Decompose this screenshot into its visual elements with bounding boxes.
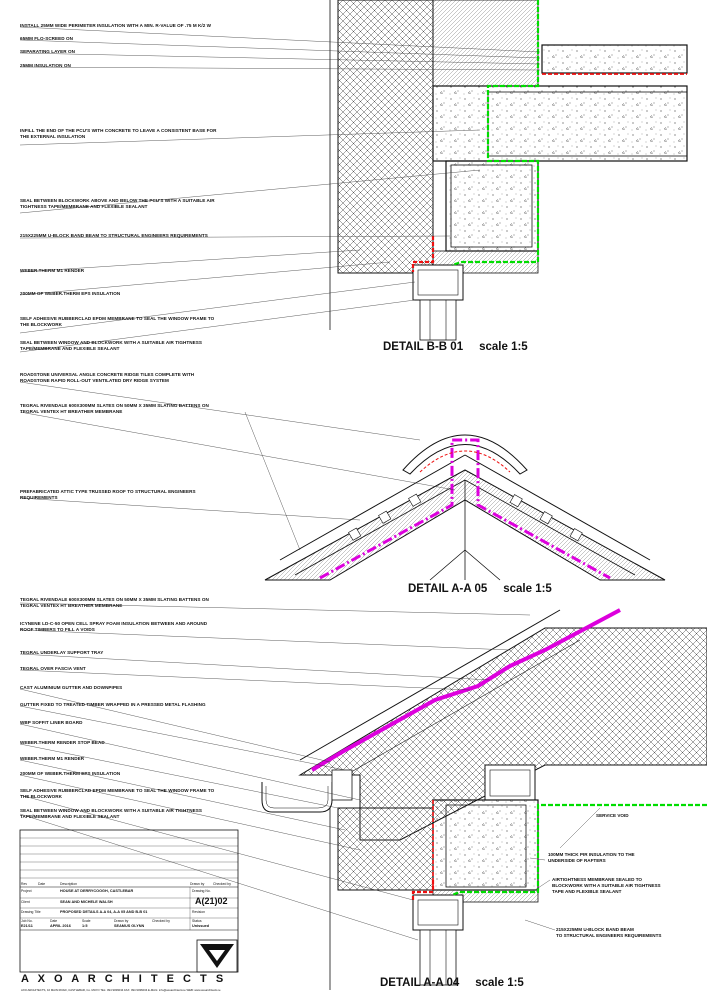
detail-bb01-graphic xyxy=(330,0,687,340)
note-underlay-tray: TEGRAL UNDERLAY SUPPORT TRAY xyxy=(20,650,104,655)
date-label: Date xyxy=(50,919,58,923)
rev-header-drawn: Drawn by xyxy=(190,882,205,886)
note-spray-foam: ICYNENE LD-C-50 OPEN CELL SPRAY FOAM INSULATION BETWEEN AND AROUND ROOF TIMBERS TO FILL A VOIDS xyxy=(20,621,208,632)
note-airtight-membrane: AIRTIGHTNESS MEMBRANE SEALED TO BLOCKWORK WITH A SUITABLE AIR TIGHTNESS TAPE AND FLEXIBLE SEALANT xyxy=(552,877,661,894)
date-value: APRIL 2016 xyxy=(50,924,71,928)
note-epdm-eaves: SELF ADHESIVE RUBBERCLAD EPDM MEMBRANE TO SEAL THE WINDOW FRAME TO THE BLOCKWORK xyxy=(20,788,215,799)
note-separating-layer: SEPARATING LAYER ON xyxy=(20,49,75,54)
detail-aa04-title xyxy=(380,977,524,989)
firm-address: AXO ARCHITECTS, 10 MAIN ROAD, CASTLEBAR, Co. MAYO TEL: 094 9036034 FAX: 094 9036034 E-MAIL: info@axoarchitects.ie WEB: www.axoarchitects.ie xyxy=(21,988,221,992)
status-label: Status xyxy=(192,919,202,923)
note-gutter-fixing: GUTTER FIXED TO TREATED TIMBER WRAPPED IN A PRESSED METAL FLASHING xyxy=(20,702,206,707)
note-gutter-downpipes: CAST ALUMINIUM GUTTER AND DOWNPIPES xyxy=(20,685,123,690)
scale-value: 1:5 xyxy=(82,924,88,928)
project-label: Project xyxy=(21,889,32,893)
note-render-stop-bead: WEBER.THERM RENDER STOP BEAD xyxy=(20,740,105,745)
note-u-block-right: 215X225MM U-BLOCK BAND BEAM TO STRUCTURAL ENGINEERS REQUIREMENTS xyxy=(556,927,662,938)
rev-header-rev: Rev xyxy=(21,882,28,886)
rev-header-checked: Checked by xyxy=(213,882,231,886)
rev-header-date: Date xyxy=(38,882,46,886)
job-value: E21/11 xyxy=(21,924,33,928)
note-eps-insulation: 200MM OF WEBER.THERM EPS INSULATION xyxy=(20,291,121,296)
note-trussed-roof: PREFABRICATED ATTIC TYPE TRUSSED ROOF TO STRUCTURAL ENGINEERS REQUIREMENTS xyxy=(20,489,196,500)
note-soffit-board: WBP SOFFIT LINER BOARD xyxy=(20,720,83,725)
note-insulation-layer: 25MM INSULATION ON xyxy=(20,63,71,68)
detail-scale: scale 1:5 xyxy=(475,977,524,989)
note-m1-render-eaves: WEBER.THERM M1 RENDER xyxy=(20,756,85,761)
scale-label: Scale xyxy=(82,919,91,923)
detail-title-text: DETAIL B-B 01 xyxy=(383,341,464,353)
project-value: HOUSE AT DERRYCOOGH, CASTLEBAR xyxy=(60,889,134,893)
drawing-no-label: Drawing No. xyxy=(192,889,211,893)
note-perimeter-insulation: INSTALL 25MM WIDE PERIMETER INSULATION WITH A MIN. R-VALUE OF .75 M K/2 W xyxy=(20,23,212,28)
note-u-block-beam: 215X225MM U-BLOCK BAND BEAM TO STRUCTURAL ENGINEERS REQUIREMENTS xyxy=(20,233,208,238)
drawn-by-label: Drawn by xyxy=(114,919,129,923)
note-seal-blockwork: SEAL BETWEEN BLOCKWORK ABOVE AND BELOW THE PCU'S WITH A SUITABLE AIR TIGHTNESS TAPE/MEMBRANE AND FLEXIBLE SEALANT xyxy=(20,198,215,209)
note-seal-window: SEAL BETWEEN WINDOW AND BLOCKWORK WITH A SUITABLE AIR TIGHTNESS TAPE/MEMBRANE AND FLEXIBLE SEALANT xyxy=(20,340,202,351)
detail-bb01-title xyxy=(383,341,528,353)
drawn-by-value: SEAMUS GLYNN xyxy=(114,924,145,928)
client-label: Client xyxy=(21,900,30,904)
note-ridge-tiles: ROADSTONE UNIVERSAL ANGLE CONCRETE RIDGE TILES COMPLETE WITH ROADSTONE RAPID ROLL-OUT VENTILATED DRY RIDGE SYSTEM xyxy=(20,372,195,383)
detail-title-text: DETAIL A-A 05 xyxy=(408,583,488,595)
note-slates-eaves: TEGRAL RIVENDALE 600X300MM SLATES ON 50MM X 35MM SLATING BATTENS ON TEGRAL VENTEX HT BREATHER MEMBRANE xyxy=(20,597,209,608)
detail-scale: scale 1:5 xyxy=(479,341,528,353)
checked-by-label: Checked by xyxy=(152,919,170,923)
detail-scale: scale 1:5 xyxy=(503,583,552,595)
revision-label: Revision xyxy=(192,910,206,914)
drawing-number: A(21)02 xyxy=(195,896,228,906)
job-label: Job No. xyxy=(21,919,33,923)
note-infill-pcu: INFILL THE END OF THE PCU'S WITH CONCRETE TO LEAVE A CONSISTENT BASE FOR THE EXTERNAL INSULATION xyxy=(20,128,217,139)
note-pir-insulation: 100MM THICK PIR INSULATION TO THE UNDERSIDE OF RAFTERS xyxy=(548,852,635,863)
detail-aa05-title xyxy=(408,583,552,595)
note-slates-ridge: TEGRAL RIVENDALE 600X300MM SLATES ON 50MM X 35MM SLATING BATTENS ON TEGRAL VENTEX HT BREATHER MEMBRANE xyxy=(20,403,209,414)
note-epdm-membrane: SELF ADHESIVE RUBBERCLAD EPDM MEMBRANE TO SEAL THE WINDOW FRAME TO THE BLOCKWORK xyxy=(20,316,215,327)
drawing-title-value: PROPOSED DETAILS A-A 04, A-A 05 AND B-B 01 xyxy=(60,910,148,914)
note-service-void: SERVICE VOID xyxy=(596,813,629,818)
status-value: Unissued xyxy=(192,924,210,928)
detail-title-text: DETAIL A-A 04 xyxy=(380,977,460,989)
drawing-title-label: Drawing Title xyxy=(21,910,41,914)
note-seal-window-eaves: SEAL BETWEEN WINDOW AND BLOCKWORK WITH A SUITABLE AIR TIGHTNESS TAPE/MEMBRANE AND FLEXIBLE SEALANT xyxy=(20,808,202,819)
firm-name: A X O A R C H I T E C T S xyxy=(21,973,227,985)
note-flo-screed: 65MM FLO-SCREED ON xyxy=(20,36,73,41)
client-value: SEAN AND MICHELE WALSH xyxy=(60,900,113,904)
note-fascia-vent: TEGRAL OVER FASCIA VENT xyxy=(20,666,86,671)
note-eps-eaves: 200MM OF WEBER.THERM EPS INSULATION xyxy=(20,771,121,776)
rev-header-desc: Description xyxy=(60,882,77,886)
detail-aa05-graphic xyxy=(265,435,665,580)
note-m1-render: WEBER.THERM M1 RENDER xyxy=(20,268,85,273)
